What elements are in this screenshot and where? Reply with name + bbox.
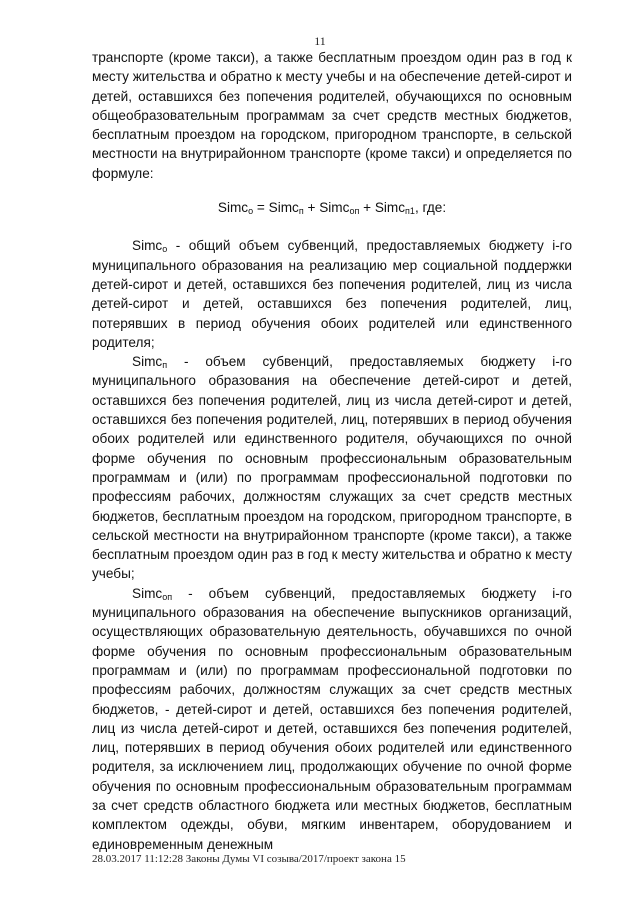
formula-term-3-subscript: п1 [405, 206, 415, 217]
formula [92, 198, 572, 217]
formula-term-1: Simc [268, 200, 299, 216]
definition-paragraph [92, 584, 572, 854]
definition-term-subscript: п [162, 360, 168, 371]
definition-term-subscript: о [162, 244, 168, 255]
definition-text: - объем субвенций, предоставляемых бюджету i-го муниципального образования на обеспечение детей-сирот и детей, оставшихся без попечения родителей, лиц из числа детей-сирот и детей, оставшихся без попечения родителей, лиц, потерявших в период обучения обоих родителей или единственного родителя, обучающихся по очной форме обучения по основным профессиональным образовательным программам и (или) по программам профессиональной подготовки по профессиям рабочих, должностям служащих за счет средств местных бюджетов, бесплатным проездом на городском, пригородном транспорте, в сельской местности на внутрирайонном транспорте (кроме такси), а также бесплатным проездом один раз в год к месту жительства и обратно к месту учебы; [92, 354, 572, 582]
formula-term-2: Simc [319, 200, 350, 216]
document-body [92, 48, 572, 854]
definition-paragraph [92, 352, 572, 584]
formula-plus-2: + [359, 200, 375, 216]
formula-lhs: Simc [217, 200, 249, 216]
formula-term-1-subscript: п [298, 206, 304, 217]
page-footer: 28.03.2017 11:12:28 Законы Думы VI созыва/2017/проект закона 15 [92, 853, 406, 865]
formula-plus-1: + [303, 200, 320, 216]
formula-term-2-subscript: оп [349, 206, 360, 217]
formula-term-3: Simc [374, 200, 406, 216]
definition-paragraph [92, 236, 572, 352]
definition-term-subscript: оп [162, 591, 173, 602]
definition-term: Simc [132, 238, 163, 254]
definition-term: Simc [132, 585, 163, 601]
page-number: 11 [314, 34, 326, 48]
formula-equals: = [253, 200, 269, 216]
definition-text: - объем субвенций, предоставляемых бюджету i-го муниципального образования на обеспечение выпускников организаций, осуществляющих образовательную деятельность, обучавшихся по очной форме обучения по основным профессиональным образовательным программам и (или) по программам профессиональной подготовки по профессиям рабочих, должностям служащих за счет средств местных бюджетов, - детей-сирот и детей, оставшихся без попечения родителей, лиц из числа детей-сирот и детей, оставшихся без попечения родителей, лиц, потерявших в период обучения обоих родителей или единственного родителя, за исключением лиц, продолжающих обучение по очной форме обучения по основным профессиональным образовательным программам за счет средств областного бюджета или местных бюджетов, бесплатным комплектом одежды, обуви, мягким инвентарем, оборудованием и единовременным денежным [92, 585, 572, 852]
definition-text: - общий объем субвенций, предоставляемых бюджету i-го муниципального образования на реализацию мер социальной поддержки детей-сирот и детей, оставшихся без попечения родителей, лиц из числа детей-сирот и детей, оставшихся без попечения родителей, лиц, потерявших в период обучения обоих родителей или единственного родителя; [92, 238, 572, 350]
formula-lhs-subscript: о [248, 206, 254, 217]
formula-tail: , где: [414, 200, 447, 216]
definition-term: Simc [132, 354, 163, 370]
intro-paragraph: транспорте (кроме такси), а также бесплатным проездом один раз в год к месту жительства и обратно к месту учебы и на обеспечение детей-сирот и детей, оставшихся без попечения родителей, обучающихся по основным общеобразовательным программам за счет средств местных бюджетов, бесплатным проездом на городском, пригородном транспорте, в сельской местности на внутрирайонном транспорте (кроме такси) и определяется по формуле: [92, 50, 572, 181]
